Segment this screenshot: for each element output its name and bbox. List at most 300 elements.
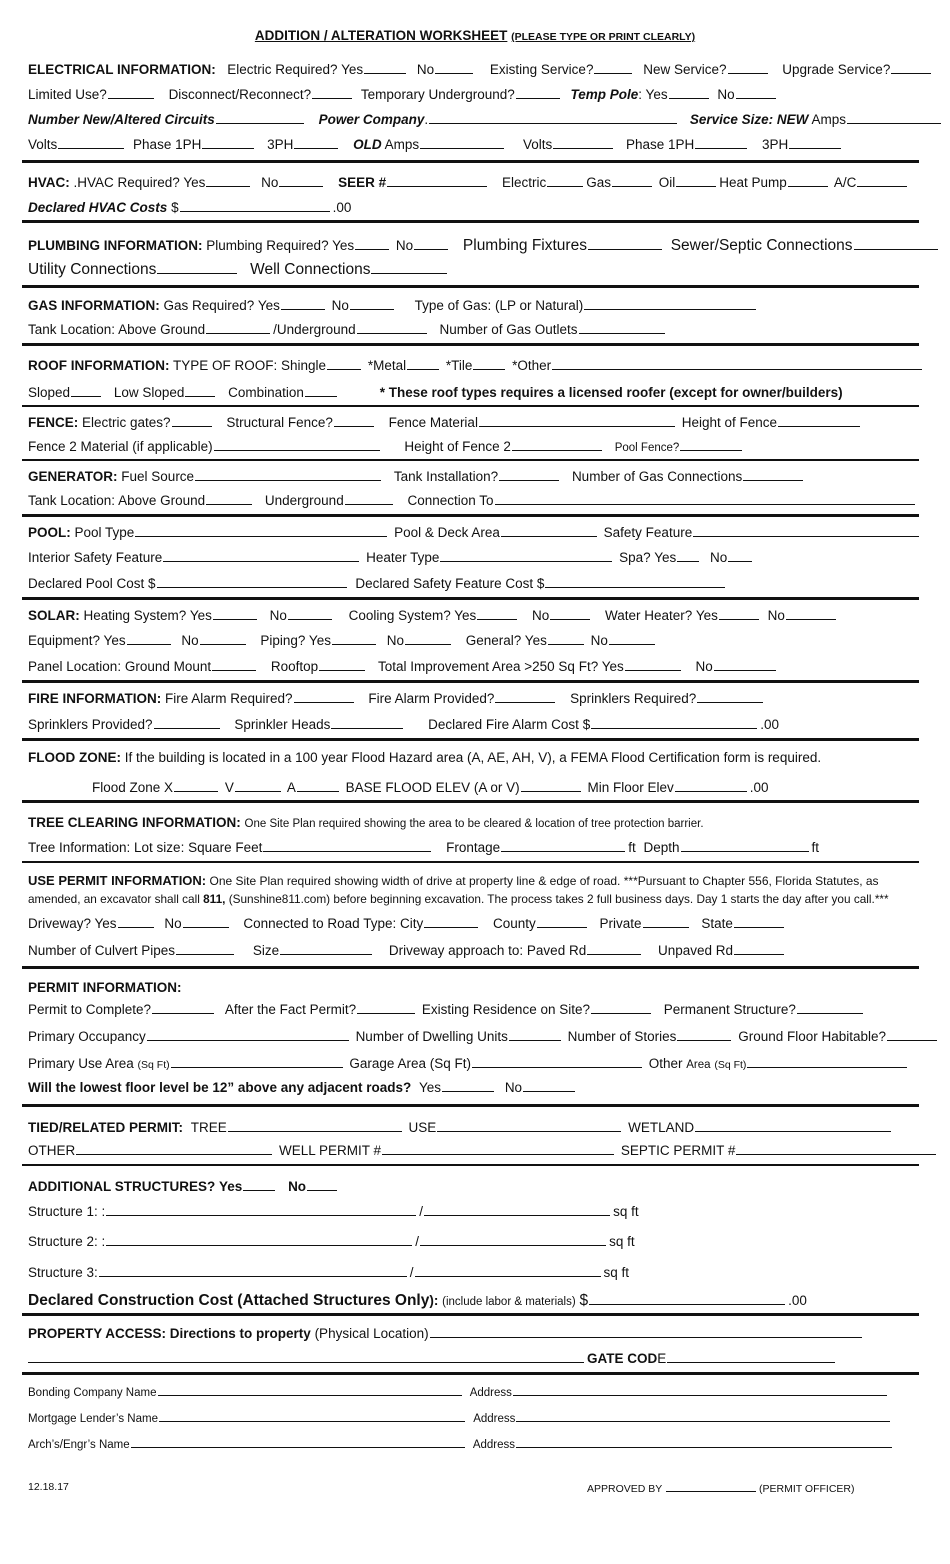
- fire-cost-field[interactable]: [591, 715, 757, 729]
- label: A/C: [833, 175, 857, 190]
- section-heading: PROPERTY ACCESS: Directions to property: [28, 1326, 311, 1341]
- label: State: [701, 916, 733, 931]
- gas-outlets-field[interactable]: [579, 320, 665, 334]
- gate-code-field[interactable]: [667, 1349, 835, 1363]
- electrical-row-2: [28, 85, 779, 104]
- temp-pole-no-field[interactable]: [736, 85, 776, 99]
- pool-cost-field[interactable]: [157, 574, 347, 588]
- ground-habitable-field[interactable]: [887, 1027, 937, 1041]
- well-field[interactable]: [371, 260, 447, 274]
- divider: [22, 405, 919, 407]
- disconnect-field[interactable]: [312, 85, 352, 99]
- label: Other: [648, 1056, 683, 1071]
- gas-connections-field[interactable]: [743, 467, 803, 481]
- tank-install-field[interactable]: [499, 467, 559, 481]
- pool-row-1: [28, 523, 922, 542]
- label: USE: [408, 1120, 437, 1135]
- gas-type-field[interactable]: [584, 296, 756, 310]
- dwelling-units-field[interactable]: [509, 1027, 561, 1041]
- divider: [22, 1313, 919, 1316]
- label: Pool Fence?: [614, 442, 680, 454]
- zone-x-field[interactable]: [174, 778, 218, 792]
- label: No: [269, 608, 287, 623]
- new-service-field[interactable]: [728, 60, 768, 74]
- label: Unpaved Rd: [657, 943, 734, 958]
- structure-2-row: [28, 1232, 635, 1251]
- label: Driveway approach to: Paved Rd: [388, 943, 587, 958]
- roof-note: * These roof types requires a licensed roofer (except for owner/builders): [379, 385, 843, 400]
- label: No: [767, 608, 785, 623]
- fence2-material-field[interactable]: [214, 437, 380, 451]
- label: (include labor & materials): [442, 1296, 576, 1308]
- gates-field[interactable]: [172, 413, 212, 427]
- label: Tree Information: Lot size: Square Feet: [28, 840, 263, 855]
- pool-row-2: [28, 548, 755, 567]
- base-flood-field[interactable]: [521, 778, 581, 792]
- structure-3-row: [28, 1263, 629, 1282]
- county-field[interactable]: [537, 914, 587, 928]
- structure-2-sqft-field[interactable]: [420, 1232, 606, 1246]
- label: Combination: [228, 385, 304, 400]
- cooling-yes-field[interactable]: [477, 606, 517, 620]
- label: Address: [472, 1439, 516, 1451]
- label: Number of Gas Connections: [571, 469, 743, 484]
- phase-1ph-field[interactable]: [202, 135, 254, 149]
- label: No: [717, 87, 735, 102]
- gas-row-2: [28, 320, 668, 339]
- label: Cooling System? Yes: [348, 608, 477, 623]
- sprinklers-required-field[interactable]: [697, 689, 763, 703]
- equipment-yes-field[interactable]: [127, 631, 171, 645]
- label: : Yes: [638, 87, 668, 102]
- structure-2-desc-field[interactable]: [106, 1232, 412, 1246]
- culvert-size-field[interactable]: [280, 941, 372, 955]
- pool-fence-field[interactable]: [680, 437, 742, 451]
- occupancy-field[interactable]: [147, 1027, 349, 1041]
- structure-3-sqft-field[interactable]: [415, 1263, 601, 1277]
- label: Power Company: [318, 112, 425, 127]
- tied-row-2: [28, 1141, 939, 1160]
- tied-row-1: [28, 1118, 894, 1137]
- page-title: [0, 28, 950, 43]
- stories-field[interactable]: [677, 1027, 731, 1041]
- old-amps-field[interactable]: [420, 135, 504, 149]
- label: /: [415, 1234, 420, 1249]
- hvac-row-1: [28, 173, 910, 192]
- label: Pool & Deck Area: [394, 525, 500, 540]
- label: WETLAND: [628, 1120, 695, 1135]
- unpaved-field[interactable]: [734, 941, 784, 955]
- tile-field[interactable]: [473, 356, 505, 370]
- safety-feature-field[interactable]: [693, 523, 919, 537]
- directions-field[interactable]: [430, 1324, 862, 1338]
- paved-field[interactable]: [587, 941, 641, 955]
- label: Mortgage Lender’s Name: [28, 1413, 158, 1425]
- label: sq ft: [603, 1265, 630, 1280]
- label: .00: [749, 780, 769, 795]
- flood-row-1: [28, 749, 821, 767]
- gen-underground-field[interactable]: [345, 491, 393, 505]
- metal-field[interactable]: [407, 356, 439, 370]
- connection-to-field[interactable]: [495, 491, 915, 505]
- label: Pool Type: [74, 525, 135, 540]
- alarm-required-field[interactable]: [294, 689, 354, 703]
- label: .00: [788, 1293, 807, 1308]
- label: Fence Material: [388, 415, 478, 430]
- tree-note: One Site Plan required showing the area to be cleared & location of tree protection barrier.: [244, 818, 704, 830]
- state-field[interactable]: [734, 914, 784, 928]
- tank-under-field[interactable]: [357, 320, 427, 334]
- label: Driveway? Yes: [28, 916, 117, 931]
- label: Garage Area (Sq Ft): [349, 1056, 471, 1071]
- zone-v-field[interactable]: [235, 778, 281, 792]
- fence-row-2: [28, 437, 745, 457]
- declared-cost-row: [28, 1291, 807, 1311]
- label: Min Floor Elev: [587, 780, 674, 795]
- label: Rooftop: [270, 659, 319, 674]
- additional-yes-field[interactable]: [243, 1177, 275, 1191]
- ac-field[interactable]: [857, 173, 907, 187]
- hvac-yes-field[interactable]: [206, 173, 250, 187]
- label: TYPE OF ROOF: [173, 358, 274, 373]
- bonding-address-field[interactable]: [513, 1382, 887, 1396]
- temp-pole-yes-field[interactable]: [669, 85, 709, 99]
- rooftop-field[interactable]: [319, 657, 365, 671]
- gen-tank-above-field[interactable]: [206, 491, 252, 505]
- label: Limited Use?: [28, 87, 107, 102]
- equipment-no-field[interactable]: [200, 631, 246, 645]
- label: Well Connections: [250, 261, 371, 278]
- min-floor-field[interactable]: [675, 778, 747, 792]
- section-heading: GENERATOR:: [28, 469, 118, 484]
- fence-material-field[interactable]: [479, 413, 675, 427]
- label: Yes: [695, 608, 718, 623]
- label: Tank Installation?: [393, 469, 499, 484]
- label: ft: [811, 840, 820, 855]
- general-no-field[interactable]: [609, 631, 655, 645]
- arch-row: [28, 1434, 895, 1454]
- flood-note: If the building is located in a 100 year Flood Hazard area (A, AE, AH, V), a FEMA Flood Certification form is required.: [124, 750, 822, 765]
- after-fact-field[interactable]: [357, 1000, 415, 1014]
- label: TREE: [190, 1120, 227, 1135]
- gas-yes-field[interactable]: [281, 296, 325, 310]
- label: County: [492, 916, 536, 931]
- old-volts-field[interactable]: [553, 135, 613, 149]
- combination-field[interactable]: [305, 383, 337, 397]
- frontage-field[interactable]: [501, 838, 625, 852]
- oil-field[interactable]: [676, 173, 716, 187]
- spa-yes-field[interactable]: [677, 548, 699, 562]
- label: ft: [628, 840, 636, 855]
- section-heading: USE PERMIT INFORMATION:: [28, 873, 207, 888]
- electrical-row-4: [28, 135, 844, 154]
- temp-underground-field[interactable]: [516, 85, 560, 99]
- divider: [22, 459, 919, 461]
- label: Volts: [522, 137, 553, 152]
- water-yes-field[interactable]: [719, 606, 759, 620]
- label: Utility Connections: [28, 261, 157, 278]
- label: After the Fact Permit?: [224, 1002, 357, 1017]
- use-note-811: 811,: [203, 892, 226, 906]
- heat-pump-field[interactable]: [788, 173, 828, 187]
- label: Connection To: [407, 493, 494, 508]
- depth-field[interactable]: [681, 838, 809, 852]
- water-no-field[interactable]: [786, 606, 836, 620]
- fixtures-field[interactable]: [588, 236, 662, 250]
- shingle-field[interactable]: [327, 356, 361, 370]
- electric-field[interactable]: [547, 173, 583, 187]
- electrical-row-3: Number New/Altered Circuits Power Company. Service Size: NEW Amps: [28, 110, 944, 129]
- label: Piping? Yes: [260, 633, 331, 648]
- other-area-field[interactable]: [747, 1054, 907, 1068]
- label: Total Improvement Area >250 Sq Ft? Yes: [377, 659, 624, 674]
- label: 3PH: [762, 137, 789, 152]
- utility-field[interactable]: [157, 260, 237, 274]
- permit-row-2: [28, 1000, 866, 1019]
- tank-above-field[interactable]: [206, 320, 270, 334]
- label: Plumbing Fixtures: [462, 237, 587, 254]
- label: Area: [686, 1059, 711, 1071]
- plumbing-yes-field[interactable]: [355, 236, 389, 250]
- low-sloped-field[interactable]: [185, 383, 215, 397]
- fire-row-2: [28, 715, 779, 734]
- label: SEER #: [338, 175, 387, 190]
- label: /: [419, 1204, 424, 1219]
- garage-area-field[interactable]: [472, 1054, 642, 1068]
- use-area-field[interactable]: [171, 1054, 343, 1068]
- use-permit-field[interactable]: [437, 1118, 621, 1132]
- label: (Sq Ft): [137, 1059, 170, 1071]
- label: sq ft: [609, 1234, 635, 1249]
- mortgage-address-field[interactable]: [516, 1408, 890, 1422]
- fence-row-1: [28, 413, 863, 432]
- mortgage-name-field[interactable]: [159, 1408, 465, 1422]
- section-heading: TIED/RELATED PERMIT:: [28, 1120, 183, 1135]
- arch-name-field[interactable]: [131, 1434, 465, 1448]
- electric-required-yes-field[interactable]: [364, 60, 406, 74]
- old-phase-3ph-field[interactable]: [789, 135, 841, 149]
- section-heading: PERMIT INFORMATION:: [28, 980, 182, 995]
- phase-3ph-field[interactable]: [294, 135, 338, 149]
- label: ):: [429, 1293, 439, 1308]
- divider: [22, 738, 919, 741]
- flood-row-2: [92, 778, 769, 797]
- zone-a-field[interactable]: [297, 778, 339, 792]
- label: No: [416, 62, 435, 77]
- label: New Service?: [643, 62, 727, 77]
- permit-row-1: [28, 979, 181, 997]
- label: Fire Alarm Required?: [165, 691, 293, 706]
- fence-height-field[interactable]: [778, 413, 860, 427]
- label: Address: [473, 1413, 516, 1425]
- label: Declared HVAC Costs: [28, 200, 168, 215]
- label: Number of Gas Outlets: [439, 322, 578, 337]
- label: APPROVED BY: [587, 1483, 663, 1495]
- divider: [22, 861, 919, 863]
- structure-1-row: [28, 1202, 639, 1221]
- title-note: (PLEASE TYPE OR PRINT CLEARLY): [511, 31, 696, 43]
- additional-no-field[interactable]: [307, 1177, 337, 1191]
- use-note-2a: amended, an excavator shall call: [28, 892, 200, 906]
- label: Connected to Road Type: City: [243, 916, 424, 931]
- structure-1-desc-field[interactable]: [106, 1202, 416, 1216]
- label: Private: [599, 916, 642, 931]
- city-field[interactable]: [424, 914, 478, 928]
- spa-no-field[interactable]: [728, 548, 752, 562]
- safety-cost-field[interactable]: [545, 574, 725, 588]
- permanent-structure-field[interactable]: [797, 1000, 863, 1014]
- culvert-pipes-field[interactable]: [176, 941, 234, 955]
- label: Number New/Altered Circuits: [28, 112, 215, 127]
- label: Sprinkler Heads: [234, 717, 331, 732]
- cooling-no-field[interactable]: [550, 606, 590, 620]
- volts-field[interactable]: [58, 135, 124, 149]
- power-company-field[interactable]: [429, 110, 677, 124]
- hvac-cost-field[interactable]: [180, 198, 330, 212]
- label: BASE FLOOD ELEV (A or V): [345, 780, 520, 795]
- label: Fence 2 Material (if applicable): [28, 439, 213, 454]
- divider: [22, 680, 919, 683]
- upgrade-service-field[interactable]: [891, 60, 931, 74]
- lowest-no-field[interactable]: [523, 1078, 575, 1092]
- piping-no-field[interactable]: [405, 631, 451, 645]
- label: *Tile: [445, 358, 473, 373]
- hvac-row-2: [28, 198, 351, 217]
- label: Primary Occupancy: [28, 1029, 146, 1044]
- divider: [22, 800, 919, 803]
- heating-no-field[interactable]: [288, 606, 332, 620]
- section-heading: FENCE:: [28, 415, 79, 430]
- label: Electric: [501, 175, 547, 190]
- label: Service Size: NEW: [689, 112, 809, 127]
- label: Sprinklers Required?: [570, 691, 697, 706]
- circuits-field[interactable]: [216, 110, 304, 124]
- label: Temporary Underground?: [360, 87, 515, 102]
- gas-field[interactable]: [612, 173, 652, 187]
- section-heading: SOLAR:: [28, 608, 80, 623]
- label: Yes: [419, 1080, 442, 1095]
- label: No: [395, 238, 414, 253]
- label: Address: [469, 1387, 512, 1399]
- lowest-yes-field[interactable]: [442, 1078, 494, 1092]
- label: Type of Gas: (LP or Natural): [414, 298, 584, 313]
- gas-no-field[interactable]: [350, 296, 394, 310]
- label: .00: [760, 717, 779, 732]
- label: Oil: [658, 175, 676, 190]
- approved-by-field[interactable]: [666, 1481, 756, 1492]
- label: Water Heater?: [605, 608, 693, 623]
- private-field[interactable]: [643, 914, 689, 928]
- alarm-provided-field[interactable]: [495, 689, 555, 703]
- plumbing-no-field[interactable]: [414, 236, 448, 250]
- label: Volts: [28, 137, 58, 152]
- divider: [22, 514, 919, 517]
- divider: [22, 220, 919, 223]
- label: Arch’s/Engr’s Name: [28, 1439, 130, 1451]
- section-heading: GAS INFORMATION:: [28, 298, 160, 313]
- label: E: [657, 1351, 667, 1366]
- existing-service-field[interactable]: [594, 60, 632, 74]
- ground-mount-field[interactable]: [212, 657, 256, 671]
- bonding-name-field[interactable]: [158, 1382, 462, 1396]
- directions-line-2-field[interactable]: [28, 1349, 584, 1363]
- divider: [22, 1104, 919, 1107]
- sloped-field[interactable]: [71, 383, 101, 397]
- divider: [22, 597, 919, 600]
- label: (Physical Location): [314, 1326, 429, 1341]
- sprinkler-heads-field[interactable]: [331, 715, 403, 729]
- lot-size-field[interactable]: [263, 838, 431, 852]
- label: Height of Fence: [681, 415, 778, 430]
- use-row-1: [28, 872, 879, 890]
- structure-3-desc-field[interactable]: [99, 1263, 407, 1277]
- label: Tank Location: Above Ground: [28, 322, 206, 337]
- sprinklers-provided-field[interactable]: [154, 715, 220, 729]
- arch-address-field[interactable]: [516, 1434, 892, 1448]
- label: Heater Type: [366, 550, 440, 565]
- interior-safety-field[interactable]: [163, 548, 359, 562]
- heating-yes-field[interactable]: [213, 606, 257, 620]
- limited-use-field[interactable]: [108, 85, 154, 99]
- label: Underground: [264, 493, 344, 508]
- old-phase-1ph-field[interactable]: [695, 135, 747, 149]
- pool-deck-field[interactable]: [501, 523, 597, 537]
- septic-permit-field[interactable]: [736, 1141, 936, 1155]
- wetland-permit-field[interactable]: [695, 1118, 891, 1132]
- tree-permit-field[interactable]: [228, 1118, 402, 1132]
- label: Spa? Yes: [619, 550, 677, 565]
- structural-field[interactable]: [334, 413, 374, 427]
- plumbing-row-2: [28, 260, 450, 279]
- seer-field[interactable]: [387, 173, 487, 187]
- driveway-yes-field[interactable]: [118, 914, 154, 928]
- total-area-no-field[interactable]: [714, 657, 776, 671]
- use-note-1: One Site Plan required showing width of drive at property line & edge of road. ***Pursuant to Chapter 556, Florida Statutes, as: [209, 874, 879, 888]
- well-permit-field[interactable]: [382, 1141, 614, 1155]
- fuel-source-field[interactable]: [195, 467, 381, 481]
- label: No: [504, 1080, 523, 1095]
- pool-type-field[interactable]: [135, 523, 387, 537]
- sewer-field[interactable]: [854, 236, 938, 250]
- roof-other-field[interactable]: [552, 356, 922, 370]
- fence2-height-field[interactable]: [512, 437, 602, 451]
- general-yes-field[interactable]: [548, 631, 584, 645]
- label: Structure 3:: [28, 1265, 98, 1280]
- electric-required-no-field[interactable]: [435, 60, 473, 74]
- permit-complete-field[interactable]: [152, 1000, 214, 1014]
- existing-residence-field[interactable]: [591, 1000, 651, 1014]
- service-size-field[interactable]: [847, 110, 941, 124]
- label: Structure 1: :: [28, 1204, 106, 1219]
- label: WELL PERMIT #: [279, 1143, 382, 1158]
- other-permit-field[interactable]: [76, 1141, 272, 1155]
- construction-cost-field[interactable]: [589, 1291, 785, 1305]
- bonding-row: [28, 1382, 890, 1402]
- label: No: [331, 298, 349, 313]
- access-row-2: [28, 1349, 838, 1368]
- total-area-yes-field[interactable]: [625, 657, 681, 671]
- label: Declared Safety Feature Cost $: [355, 576, 545, 591]
- mortgage-row: [28, 1408, 893, 1428]
- structure-1-sqft-field[interactable]: [424, 1202, 610, 1216]
- label: Structural Fence?: [226, 415, 333, 430]
- heater-type-field[interactable]: [440, 548, 612, 562]
- divider: [22, 343, 919, 346]
- piping-yes-field[interactable]: [332, 631, 376, 645]
- driveway-no-field[interactable]: [183, 914, 229, 928]
- hvac-no-field[interactable]: [279, 173, 323, 187]
- divider: [22, 1164, 919, 1166]
